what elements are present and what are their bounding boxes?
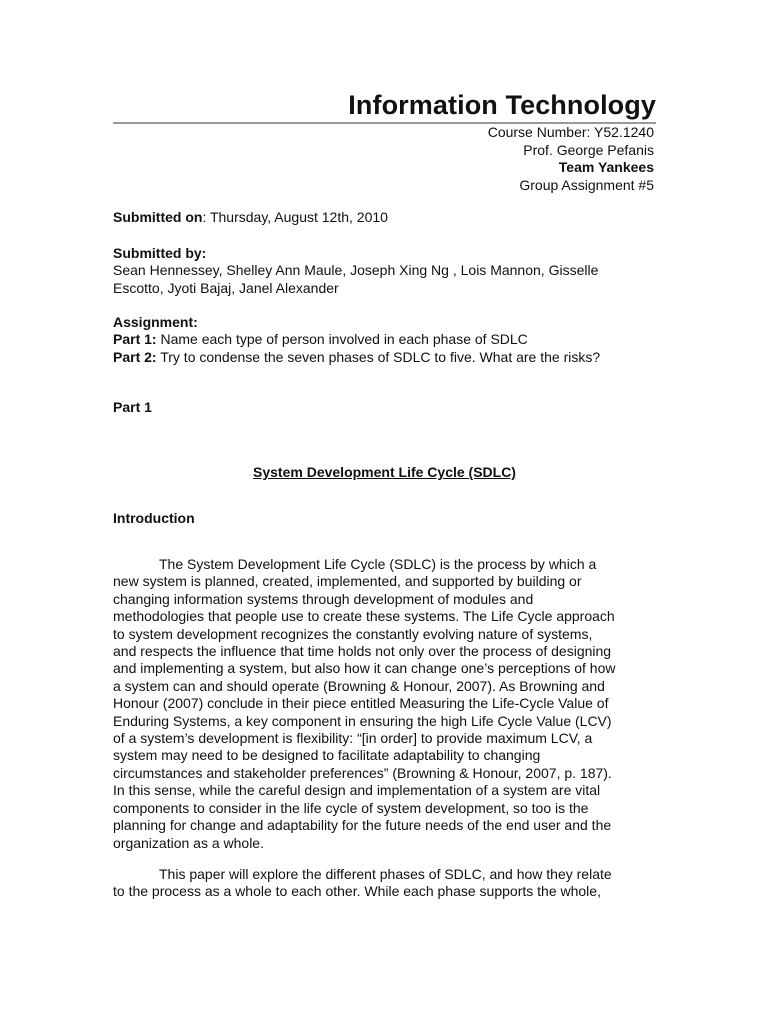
paragraph-line: of a system’s development is flexibility: “[in order] to provide maximum LCV, a bbox=[113, 730, 593, 747]
introduction-paragraph-2 bbox=[113, 866, 656, 901]
paragraph-line: planning for change and adaptability for the future needs of the end user and the bbox=[113, 817, 612, 834]
paragraph-line: Enduring Systems, a key component in ensuring the high Life Cycle Value (LCV) bbox=[113, 712, 612, 729]
document-title: Information Technology bbox=[348, 90, 656, 120]
part-1-text: Name each type of person involved in each phase of SDLC bbox=[156, 331, 528, 348]
assignment-part-2 bbox=[113, 349, 656, 366]
paragraph-line: new system is planned, created, implemented, and supported by building or bbox=[113, 573, 582, 590]
submitted-by-line: Sean Hennessey, Shelley Ann Maule, Joseph Xing Ng , Lois Mannon, Gisselle bbox=[113, 262, 599, 279]
paragraph-line: a system can and should operate (Browning & Honour, 2007). As Browning and bbox=[113, 677, 605, 694]
paragraph-line: Honour (2007) conclude in their piece entitled Measuring the Life-Cycle Value of bbox=[113, 695, 609, 712]
submitted-by-label: Submitted by: bbox=[113, 245, 207, 261]
paragraph-line: organization as a whole. bbox=[113, 834, 264, 851]
paragraph-line: components to consider in the life cycle of system development, so too is the bbox=[113, 799, 589, 816]
submitted-on-value: : Thursday, August 12th, 2010 bbox=[202, 209, 388, 225]
paragraph-line: and respects the influence that time holds not only over the process of designing bbox=[113, 643, 612, 660]
section-title: System Development Life Cycle (SDLC) bbox=[253, 464, 516, 480]
professor-name: Prof. George Pefanis bbox=[523, 141, 654, 158]
paragraph-line: to system development recognizes the constantly evolving nature of systems, bbox=[113, 625, 593, 642]
paragraph-line: This paper will explore the different phases of SDLC, and how they relate bbox=[159, 866, 612, 882]
submitted-by-line: Escotto, Jyoti Bajaj, Janel Alexander bbox=[113, 279, 339, 296]
part-heading: Part 1 bbox=[113, 399, 152, 415]
document-meta bbox=[488, 124, 654, 194]
course-number: Course Number: Y52.1240 bbox=[487, 124, 654, 140]
paragraph-line: The System Development Life Cycle (SDLC) is the process by which a bbox=[159, 556, 597, 572]
part-1-label: Part 1: bbox=[113, 331, 157, 348]
team-name: Team Yankees bbox=[558, 159, 654, 175]
part-2-label: Part 2: bbox=[113, 348, 157, 365]
assignment-number: Group Assignment #5 bbox=[519, 176, 654, 193]
submitted-on bbox=[113, 209, 656, 226]
assignment-block bbox=[113, 314, 656, 366]
introduction-heading: Introduction bbox=[113, 510, 195, 526]
paragraph-line: In this sense, while the careful design and implementation of a system are vital bbox=[113, 782, 601, 799]
document-page bbox=[113, 0, 656, 1024]
paragraph-line: methodologies that people use to create these systems. The Life Cycle approach bbox=[113, 608, 615, 625]
paragraph-line: circumstances and stakeholder preferences” (Browning & Honour, 2007, p. 187). bbox=[113, 764, 612, 781]
assignment-heading: Assignment: bbox=[113, 314, 198, 330]
submitted-by bbox=[113, 245, 656, 297]
paragraph-line: and implementing a system, but also how it can change one’s perceptions of how bbox=[113, 660, 616, 677]
assignment-part-1 bbox=[113, 331, 656, 348]
introduction-paragraph-1 bbox=[113, 556, 656, 852]
paragraph-line: changing information systems through development of modules and bbox=[113, 590, 534, 607]
part-2-text: Try to condense the seven phases of SDLC to five. What are the risks? bbox=[156, 348, 601, 365]
paragraph-line: to the process as a whole to each other. While each phase supports the whole, bbox=[113, 883, 601, 900]
paragraph-line: system may need to be designed to facilitate adaptability to changing bbox=[113, 747, 541, 764]
submitted-on-label: Submitted on bbox=[113, 209, 203, 225]
